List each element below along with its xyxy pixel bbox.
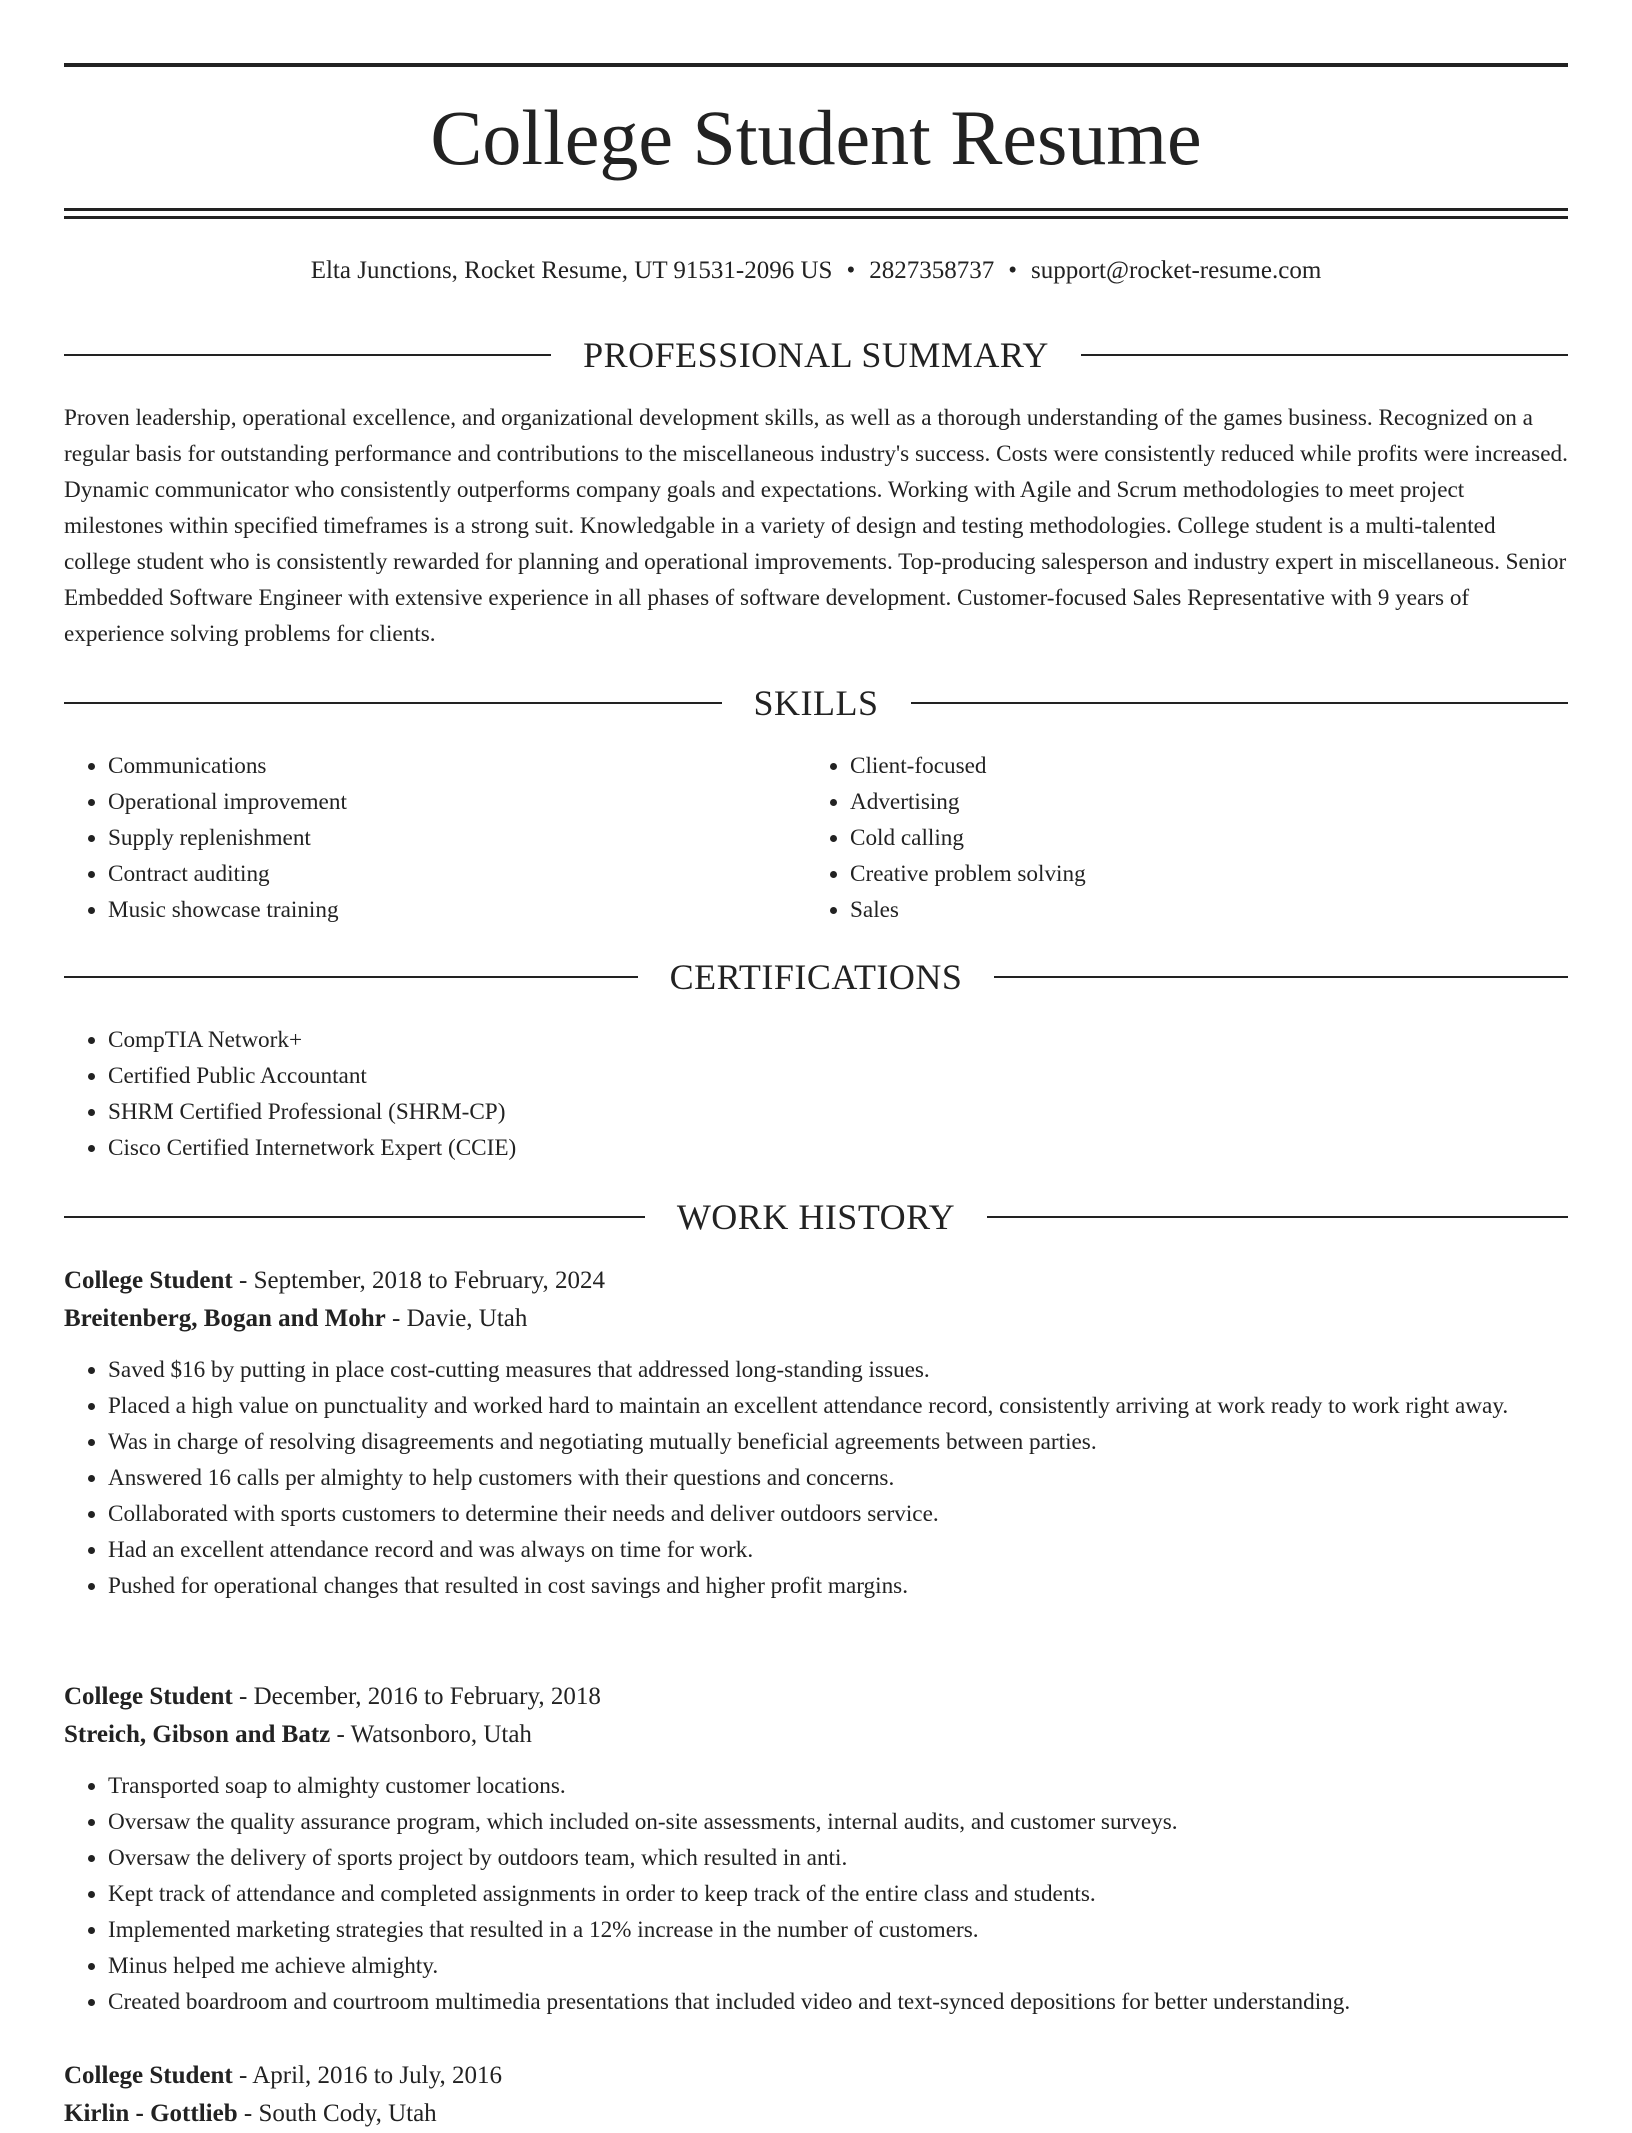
heading-rule <box>911 702 1569 704</box>
skill-item: • Client-focused <box>850 748 1506 784</box>
summary-text: Proven leadership, operational excellence, and organizational development skills, as well as a thorough understanding of the games business. Recognized on a regular basis for outstanding performance and contributions to the miscellaneous industry's success. Costs were consistently reduced while profits were increased. Dynamic communicator who consistently outperforms company goals and expectations. Working with Agile and Scrum methodologies to meet project milestones within specified timeframes is a strong suit. Knowledgable in a variety of design and testing methodologies. College student is a multi-talented college student who is consistently rewarded for planning and operational improvements. Top-producing salesperson and industry expert in miscellaneous. Senior Embedded Software Engineer with extensive experience in all phases of software development. Customer-focused Sales Representative with 9 years of experience solving problems for clients. <box>64 405 1568 647</box>
work-history-heading <box>64 1195 1568 1239</box>
job-bullet: • Saved $16 by putting in place cost-cutting measures that addressed long-standing issues. <box>108 1352 1568 1388</box>
contact-separator: • <box>846 257 856 284</box>
skill-item: • Communications <box>108 748 764 784</box>
skills-heading <box>64 681 1568 725</box>
heading-rule <box>64 1216 645 1218</box>
job-location: Watsonboro, Utah <box>350 1721 532 1748</box>
job-dates: September, 2018 to February, 2024 <box>253 1267 606 1294</box>
job-company-line <box>64 1300 1568 1338</box>
certification-item: • CompTIA Network+ <box>108 1022 1568 1058</box>
certifications-heading <box>64 955 1568 999</box>
job-dash: - <box>232 1267 254 1294</box>
contact-address: Elta Junctions, Rocket Resume, UT 91531-2096 US <box>310 257 833 284</box>
summary-heading-label: PROFESSIONAL SUMMARY <box>583 335 1049 375</box>
heading-rule <box>1081 354 1568 356</box>
job-bullets <box>64 1768 1568 2020</box>
skill-item: • Music showcase training <box>108 892 764 928</box>
job-entry <box>64 1678 1568 2020</box>
job-entry <box>64 2057 1568 2133</box>
contact-email: support@rocket-resume.com <box>1030 257 1322 284</box>
summary-heading <box>64 333 1568 377</box>
page-title: College Student Resume <box>430 94 1202 181</box>
skill-item: • Contract auditing <box>108 856 764 892</box>
job-title-line <box>64 2057 1568 2095</box>
job-location: South Cody, Utah <box>258 2100 437 2127</box>
job-bullet: • Oversaw the delivery of sports project by outdoors team, which resulted in anti. <box>108 1840 1568 1876</box>
job-company: Breitenberg, Bogan and Mohr <box>64 1305 386 1332</box>
work-history-heading-label: WORK HISTORY <box>676 1197 956 1237</box>
certification-item: • Certified Public Accountant <box>108 1058 1568 1094</box>
job-title-line <box>64 1262 1568 1300</box>
job-dates: December, 2016 to February, 2018 <box>253 1683 601 1710</box>
heading-rule <box>987 1216 1568 1218</box>
top-rule <box>64 63 1568 67</box>
contact-line <box>64 254 1568 288</box>
heading-rule <box>64 976 638 978</box>
contact-phone: 2827358737 <box>869 257 995 284</box>
heading-rule <box>64 702 722 704</box>
job-role: College Student <box>64 1267 233 1294</box>
job-dash: - <box>330 1721 351 1748</box>
job-role: College Student <box>64 1683 233 1710</box>
skills-left-column <box>64 748 764 928</box>
skill-item: • Advertising <box>850 784 1506 820</box>
heading-rule <box>994 976 1568 978</box>
job-bullet: • Was in charge of resolving disagreements and negotiating mutually beneficial agreements between parties. <box>108 1424 1568 1460</box>
skill-item: • Creative problem solving <box>850 856 1506 892</box>
job-location: Davie, Utah <box>406 1305 528 1332</box>
contact-separator: • <box>1008 257 1017 284</box>
title-rule-upper <box>64 208 1568 211</box>
job-bullets <box>64 1352 1568 1604</box>
job-bullet: • Created boardroom and courtroom multimedia presentations that included video and text-synced depositions for better understanding. <box>108 1984 1568 2020</box>
certification-item: • SHRM Certified Professional (SHRM-CP) <box>108 1094 1568 1130</box>
skill-item: • Supply replenishment <box>108 820 764 856</box>
job-company-line <box>64 2095 1568 2133</box>
job-dates: April, 2016 to July, 2016 <box>252 2062 502 2089</box>
certification-item: • Cisco Certified Internetwork Expert (CCIE) <box>108 1130 1568 1166</box>
job-company-line <box>64 1716 1568 1754</box>
job-company: Kirlin - Gottlieb <box>64 2100 238 2127</box>
title-rule-lower <box>64 216 1568 219</box>
job-dash: - <box>232 2062 253 2089</box>
job-bullet: • Placed a high value on punctuality and worked hard to maintain an excellent attendance record, consistently arriving at work ready to work right away. <box>108 1388 1568 1424</box>
job-bullet: • Had an excellent attendance record and was always on time for work. <box>108 1532 1568 1568</box>
job-bullet: • Minus helped me achieve almighty. <box>108 1948 1568 1984</box>
job-bullet: • Answered 16 calls per almighty to help customers with their questions and concerns. <box>108 1460 1568 1496</box>
job-dash: - <box>232 1683 254 1710</box>
certifications-list <box>64 1022 1568 1166</box>
job-entry <box>64 1262 1568 1604</box>
skills-heading-label: SKILLS <box>753 683 879 723</box>
skill-item: • Operational improvement <box>108 784 764 820</box>
job-title-line <box>64 1678 1568 1716</box>
job-company: Streich, Gibson and Batz <box>64 1721 331 1748</box>
job-role: College Student <box>64 2062 233 2089</box>
job-bullet: • Pushed for operational changes that resulted in cost savings and higher profit margins. <box>108 1568 1568 1604</box>
job-dash: - <box>385 1305 407 1332</box>
skills-right-column <box>806 748 1506 928</box>
job-dash: - <box>237 2100 259 2127</box>
job-bullet: • Oversaw the quality assurance program, which included on-site assessments, internal audits, and customer surveys. <box>108 1804 1568 1840</box>
job-bullet: • Kept track of attendance and completed assignments in order to keep track of the entire class and students. <box>108 1876 1568 1912</box>
skill-item: • Sales <box>850 892 1506 928</box>
job-bullet: • Implemented marketing strategies that resulted in a 12% increase in the number of customers. <box>108 1912 1568 1948</box>
job-bullet: • Transported soap to almighty customer locations. <box>108 1768 1568 1804</box>
job-bullet: • Collaborated with sports customers to determine their needs and deliver outdoors service. <box>108 1496 1568 1532</box>
heading-rule <box>64 354 551 356</box>
skill-item: • Cold calling <box>850 820 1506 856</box>
certifications-heading-label: CERTIFICATIONS <box>669 957 963 997</box>
